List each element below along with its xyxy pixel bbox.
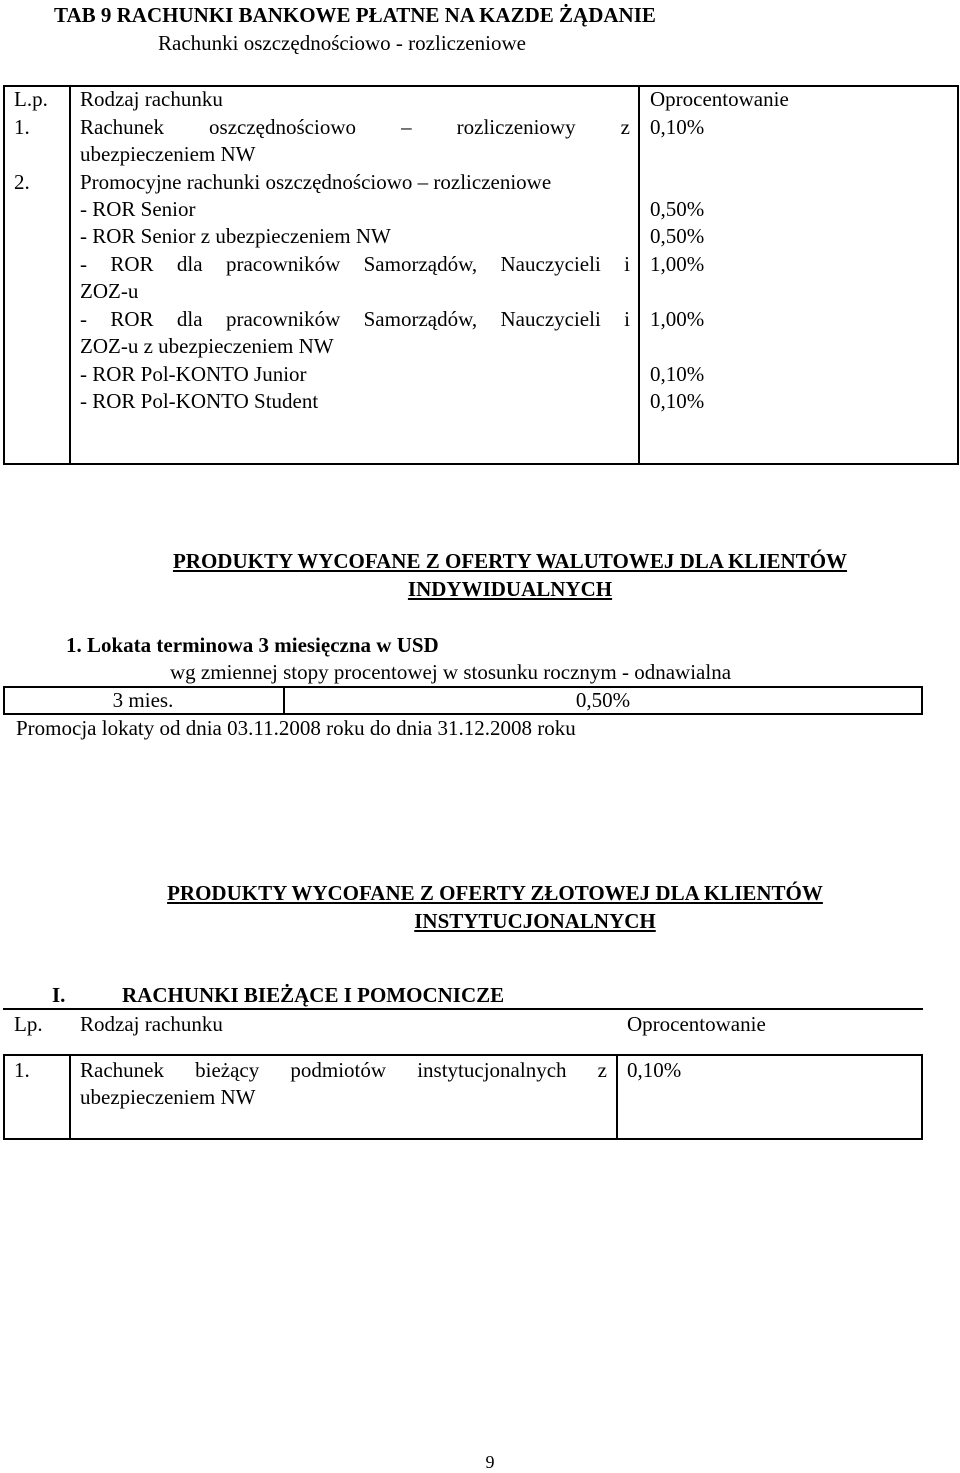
- table-2-top-border: [3, 1008, 923, 1010]
- subsection-number: I.: [52, 983, 66, 1007]
- list-item: - ROR dla pracowników Samorządów, Nauczycieli i: [80, 307, 630, 331]
- header-rate: Oprocentowanie: [627, 1012, 766, 1036]
- deposit-rate: 0,50%: [575, 688, 631, 712]
- list-item-rate: 0,50%: [650, 197, 705, 221]
- row-lp: 1.: [14, 115, 30, 139]
- list-item-rate: 0,50%: [650, 224, 705, 248]
- list-item: - ROR Pol-KONTO Junior: [80, 362, 307, 386]
- header-rate: Oprocentowanie: [650, 87, 789, 111]
- page-title: TAB 9 RACHUNKI BANKOWE PŁATNE NA KAZDE ŻĄDANIE: [54, 3, 656, 27]
- list-item: - ROR Senior: [80, 197, 196, 221]
- header-lp: L.p.: [14, 87, 48, 111]
- page-number: 9: [485, 1452, 495, 1472]
- row-lp: 2.: [14, 170, 30, 194]
- row-type-line1: Rachunek oszczędnościowo – rozliczeniowy z: [80, 115, 630, 139]
- table-1-divider-2: [638, 85, 640, 465]
- table-2-divider-1: [69, 1054, 71, 1140]
- deposit-subtitle: wg zmiennej stopy procentowej w stosunku rocznym - odnawialna: [170, 660, 732, 684]
- table-2-divider-2: [616, 1054, 618, 1140]
- header-type: Rodzaj rachunku: [80, 87, 223, 111]
- row-lp: 1.: [14, 1058, 30, 1082]
- table-1-divider-1: [69, 85, 71, 465]
- deposit-term: 3 mies.: [112, 688, 174, 712]
- list-item: - ROR Pol-KONTO Student: [80, 389, 319, 413]
- promo-note: Promocja lokaty od dnia 03.11.2008 roku do dnia 31.12.2008 roku: [16, 716, 576, 740]
- section-3-heading-line1: PRODUKTY WYCOFANE Z OFERTY ZŁOTOWEJ DLA KLIENTÓW: [167, 881, 823, 905]
- subsection-title: RACHUNKI BIEŻĄCE I POMOCNICZE: [122, 983, 505, 1007]
- section-2-heading-line1: PRODUKTY WYCOFANE Z OFERTY WALUTOWEJ DLA KLIENTÓW: [172, 549, 848, 573]
- list-item-rate: 0,10%: [650, 362, 705, 386]
- list-item: - ROR dla pracowników Samorządów, Nauczycieli i: [80, 252, 630, 276]
- section-2-heading-line2: INDYWIDUALNYCH: [407, 577, 613, 601]
- deposit-title: 1. Lokata terminowa 3 miesięczna w USD: [66, 633, 439, 657]
- row-type-line2: ubezpieczeniem NW: [80, 142, 256, 166]
- row-type-line2: ubezpieczeniem NW: [80, 1085, 256, 1109]
- header-lp: Lp.: [14, 1012, 43, 1036]
- row-type-line1: Rachunek bieżący podmiotów instytucjonalnych z: [80, 1058, 607, 1082]
- list-item-rate: 0,10%: [650, 389, 705, 413]
- row-rate: 0,10%: [650, 115, 705, 139]
- row-type-title: Promocyjne rachunki oszczędnościowo – rozliczeniowe: [80, 170, 552, 194]
- page-subtitle: Rachunki oszczędnościowo - rozliczeniowe: [158, 31, 526, 55]
- list-item-cont: ZOZ-u z ubezpieczeniem NW: [80, 334, 334, 358]
- row-rate: 0,10%: [627, 1058, 682, 1082]
- list-item-rate: 1,00%: [650, 252, 705, 276]
- header-type: Rodzaj rachunku: [80, 1012, 223, 1036]
- section-3-heading-line2: INSTYTUCJONALNYCH: [414, 909, 656, 933]
- list-item-rate: 1,00%: [650, 307, 705, 331]
- list-item: - ROR Senior z ubezpieczeniem NW: [80, 224, 391, 248]
- list-item-cont: ZOZ-u: [80, 279, 139, 303]
